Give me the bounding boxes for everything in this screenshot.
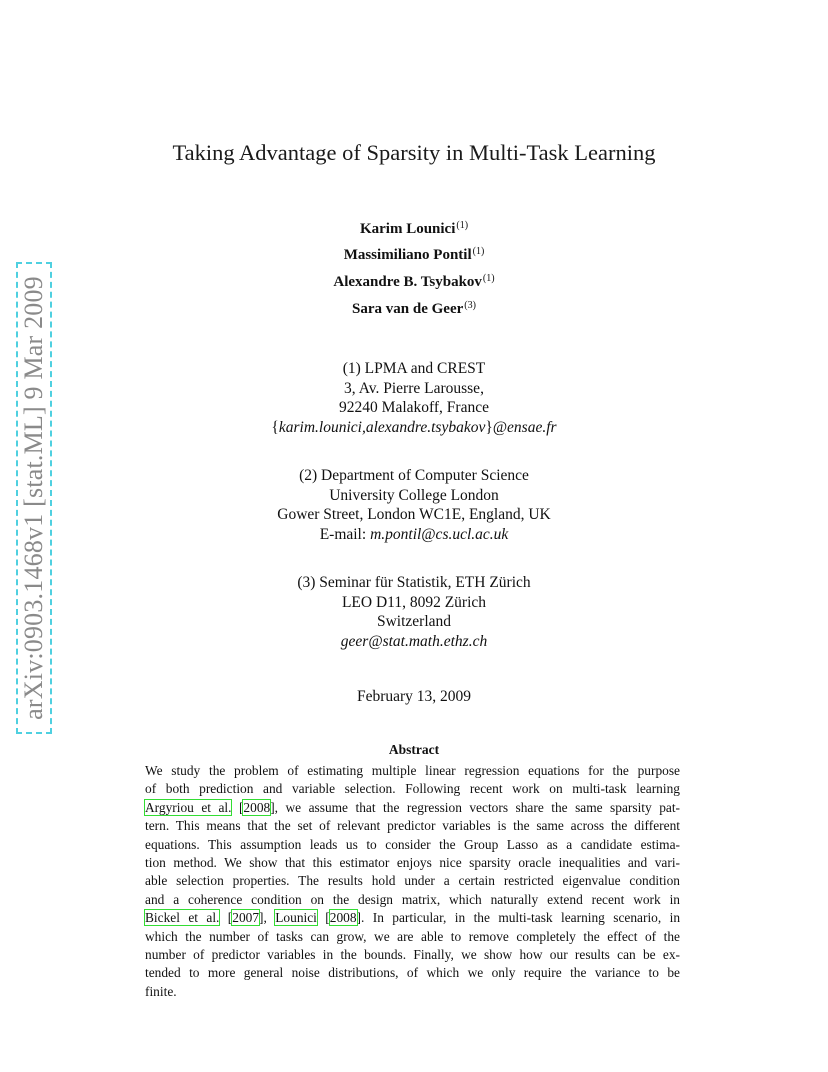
affiliation-line: (1) LPMA and CREST — [342, 360, 486, 377]
paper-date: February 13, 2009 — [356, 688, 472, 705]
affiliation-line: 92240 Malakoff, France — [339, 399, 489, 416]
citation-year-link[interactable]: 2008 — [329, 910, 357, 926]
author-1: Karim Lounici$^{(1)}$ — [359, 220, 469, 237]
affiliation-email: geer@stat.math.ethz.ch — [340, 632, 488, 650]
citation-year-link[interactable]: 2008 — [243, 799, 271, 815]
affiliation-email: {karim.lounici,alexandre.tsybakov}@ensae.fr — [271, 418, 557, 436]
abstract-line: tern. This means that the set of relevant predictor variables is the same across the different — [145, 818, 680, 834]
abstract-line: which the number of tasks can grow, we are able to remove completely the effect of the — [145, 928, 680, 944]
abstract-body — [145, 762, 680, 1001]
abstract-line: Argyriou et al. [2008], we assume that the regression vectors share the same sparsity pat- — [145, 799, 681, 815]
affiliation-email: E-mail: m.pontil@cs.ucl.ac.uk — [319, 525, 509, 543]
abstract-line: Bickel et al. [2007], Lounici [2008]. In particular, in the multi-task learning scenario, in — [145, 910, 681, 926]
affiliation-3 — [0, 573, 828, 651]
affiliation-line: 3, Av. Pierre Larousse, — [344, 379, 484, 397]
abstract-line: finite. — [145, 983, 177, 999]
author-4: Sara van de Geer$^{(3)}$ — [352, 300, 476, 317]
paper-title: Taking Advantage of Sparsity in Multi-Task Learning — [172, 140, 656, 165]
abstract-line: equations. This assumption leads us to consider the Group Lasso as a candidate estima- — [145, 836, 680, 852]
affiliation-line: Gower Street, London WC1E, England, UK — [277, 506, 551, 523]
abstract-line: We study the problem of estimating multiple linear regression equations for the purpose — [145, 763, 680, 778]
affiliation-line: Switzerland — [376, 613, 452, 630]
abstract-line: tended to more general noise distributions, of which we only require the variance to be — [145, 965, 680, 981]
affiliation-line: (3) Seminar für Statistik, ETH Zürich — [297, 574, 531, 591]
arxiv-identifier: arXiv:0903.1468v1 [stat.ML] 9 Mar 2009 — [19, 276, 48, 720]
affiliation-line: (2) Department of Computer Science — [299, 467, 529, 484]
abstract-line: able selection properties. The results hold under a certain restricted eigenvalue condition — [145, 873, 680, 889]
citation-link[interactable]: Bickel et al. — [145, 910, 220, 926]
affiliation-1 — [0, 359, 828, 437]
abstract-line: of both prediction and variable selection. Following recent work on multi-task learning — [145, 781, 680, 797]
affiliation-line: LEO D11, 8092 Zürich — [341, 593, 487, 611]
author-2: Massimiliano Pontil$^{(1)}$ — [343, 246, 485, 263]
abstract-heading: Abstract — [388, 742, 440, 757]
author-3: Alexandre B. Tsybakov$^{(1)}$ — [333, 273, 495, 290]
affiliation-line: University College London — [329, 486, 499, 504]
affiliation-2 — [0, 466, 828, 544]
abstract-line: tion method. We show that this estimator enjoys nice sparsity oracle inequalities and vari- — [145, 854, 680, 870]
abstract-line: number of predictor variables in the bounds. Finally, we show how our results can be ex- — [145, 946, 680, 962]
citation-year-link[interactable]: 2007 — [232, 910, 260, 926]
citation-link[interactable]: Argyriou et al. — [145, 799, 232, 815]
abstract-line: and a coherence condition on the design matrix, which naturally extend recent work in — [145, 891, 680, 907]
citation-link[interactable]: Lounici — [275, 910, 317, 926]
